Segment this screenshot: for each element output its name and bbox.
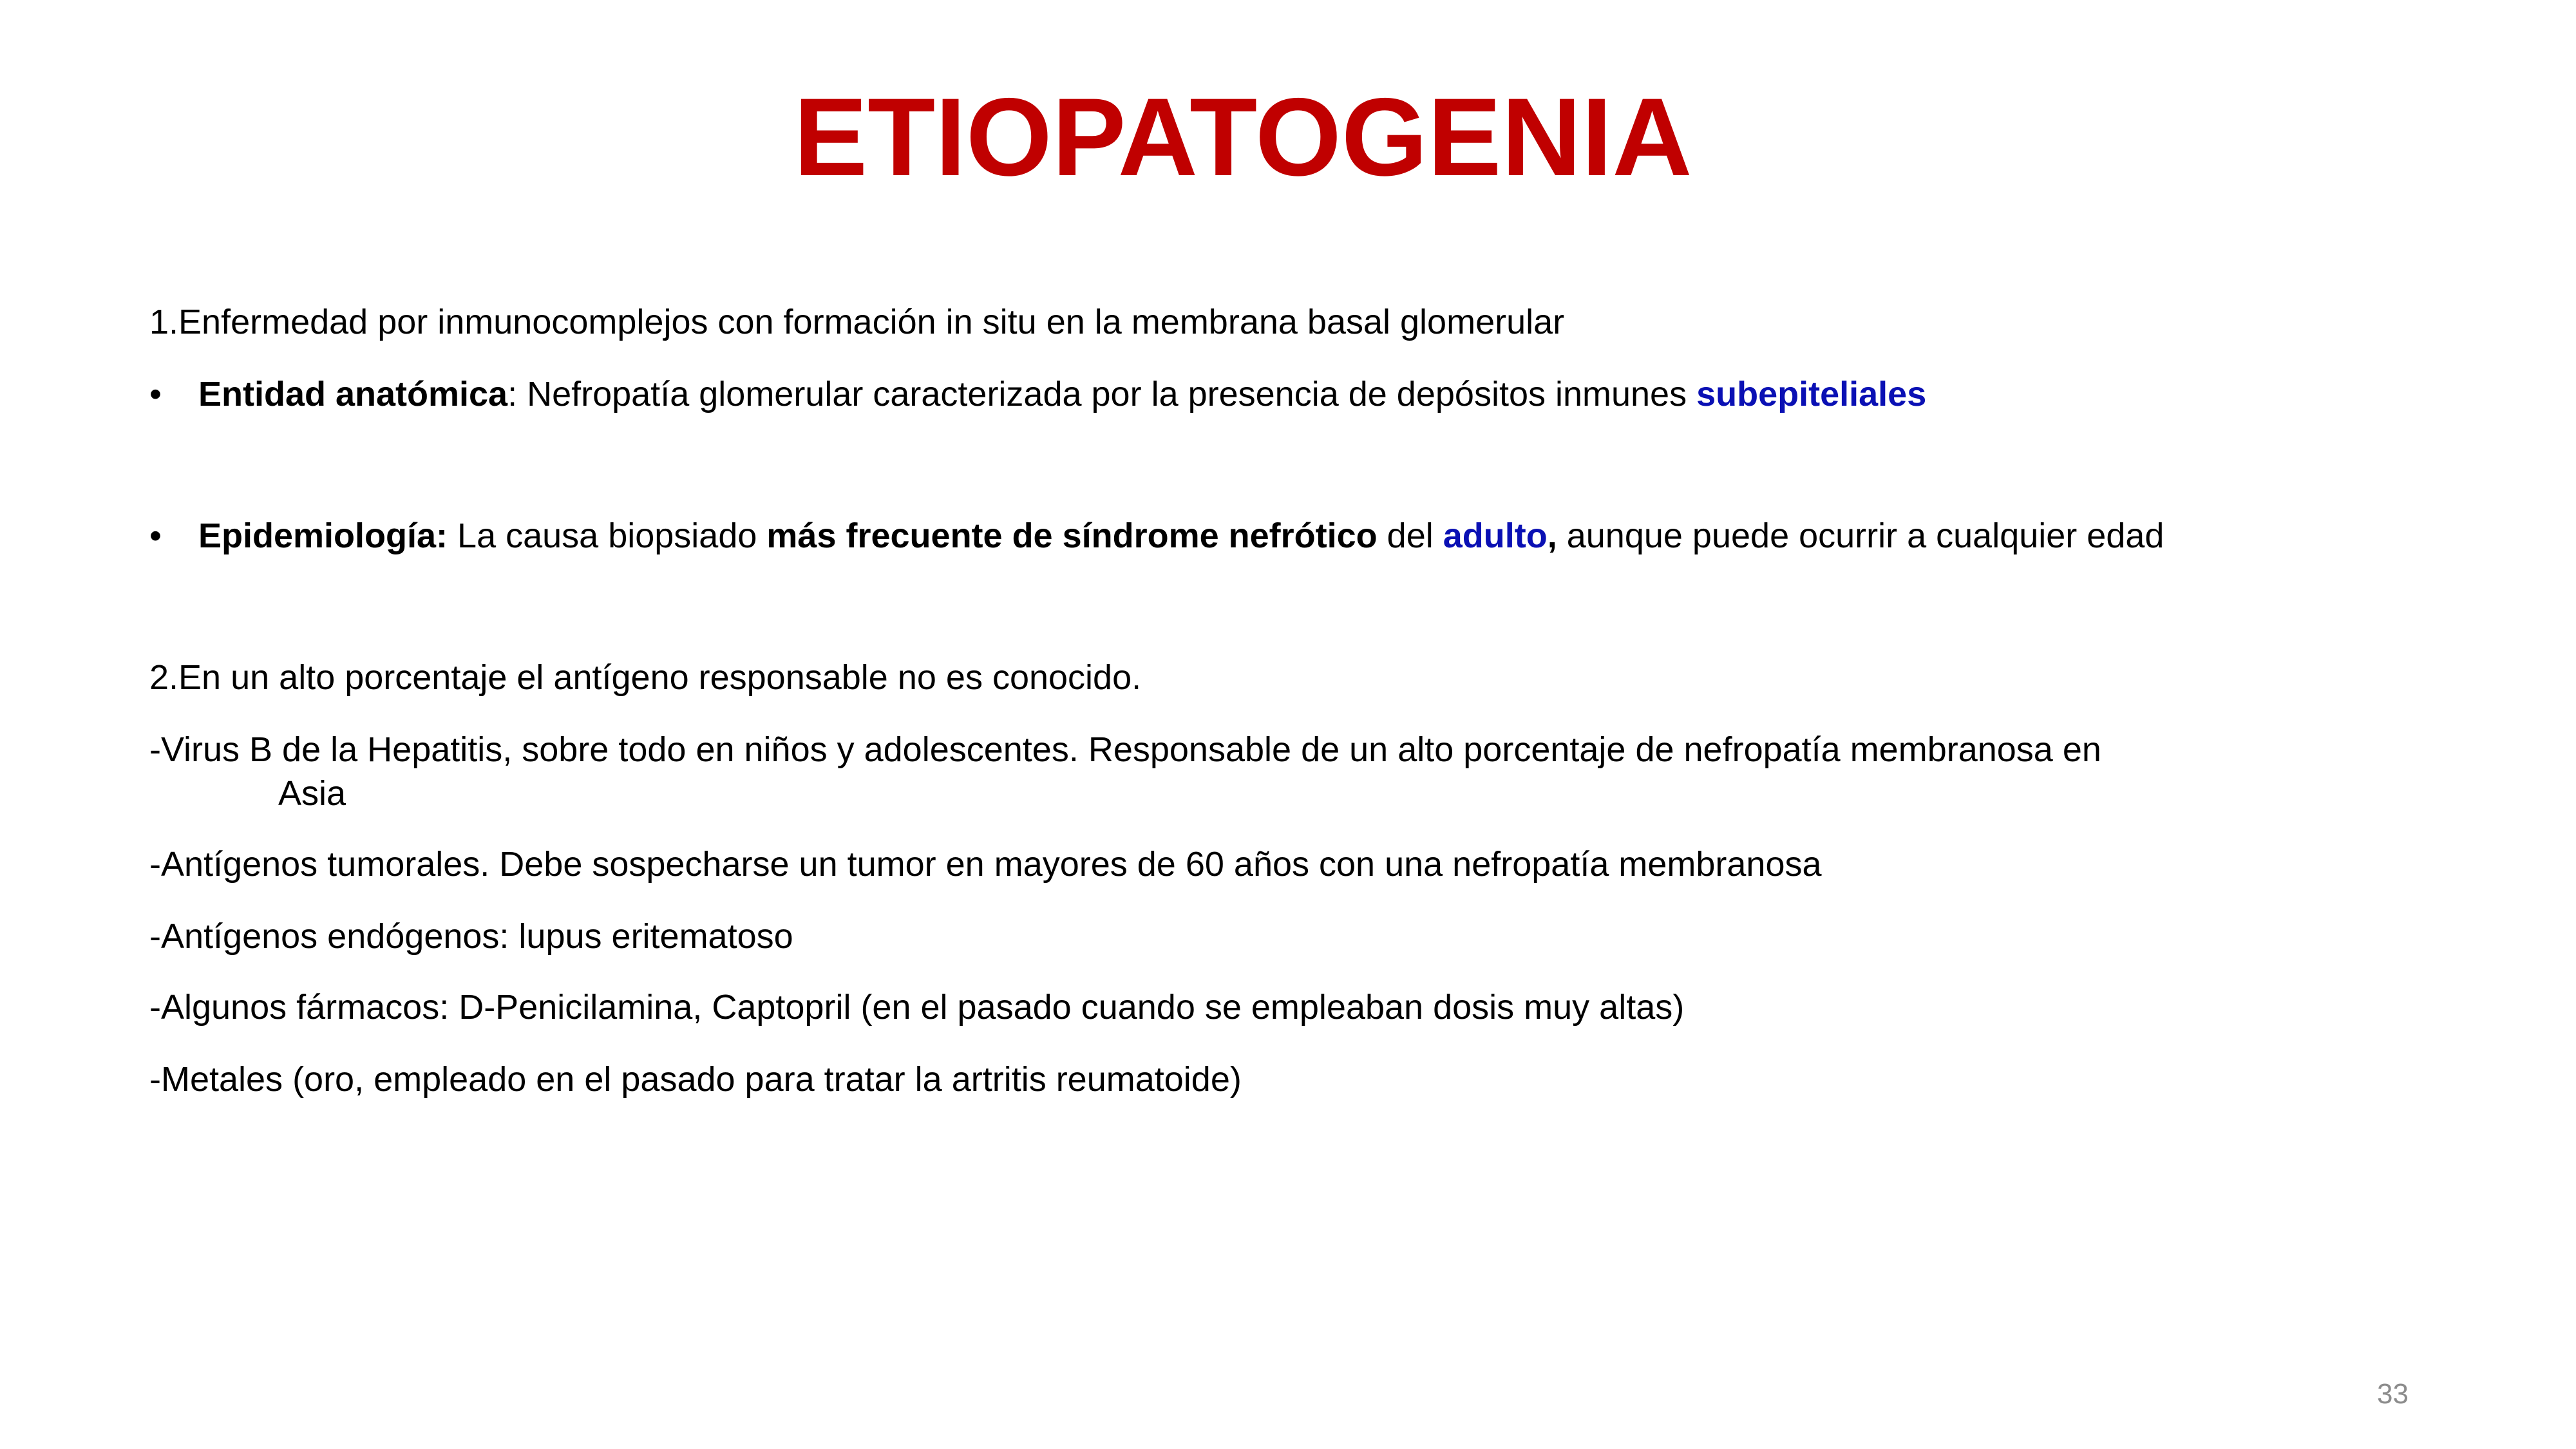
point-1-line [149,300,2391,344]
detail-text: -Algunos fármacos: D-Penicilamina, Captopril (en el pasado cuando se empleaban dosis muy altas) [149,988,1685,1027]
bullet-epidemiologia [149,514,2391,558]
detail-metales [149,1057,2391,1101]
detail-text-continued: Asia [278,774,346,813]
page-number: 33 [2377,1378,2409,1410]
bullet-comma: , [1547,516,1557,555]
bullet-icon: • [149,516,162,555]
bullet-text: del [1377,516,1443,555]
bullet-text: aunque puede ocurrir a cualquier edad [1557,516,2164,555]
detail-text: -Virus B de la Hepatitis, sobre todo en niños y adolescentes. Responsable de un alto porcentaje de nefropatía membranosa en [149,730,2101,769]
detail-text: -Antígenos tumorales. Debe sospecharse un tumor en mayores de 60 años con una nefropatía membranosa [149,845,1822,884]
point-2-line [149,656,2391,699]
bullet-label: Entidad anatómica [198,375,508,413]
bullet-icon: • [149,375,162,413]
bullet-text: : Nefropatía glomerular caracterizada por la presencia de depósitos inmunes [507,375,1697,413]
highlight-subepiteliales: subepiteliales [1696,375,1927,413]
bullet-text: La causa biopsiado [448,516,767,555]
highlight-adulto: adulto [1443,516,1548,555]
bullet-bold-text: más frecuente de síndrome nefrótico [766,516,1378,555]
detail-antigenos-endogenos [149,914,2391,958]
detail-hepatitis-b [149,728,2391,815]
bullet-label: Epidemiología: [198,516,448,555]
detail-text: -Metales (oro, empleado en el pasado para tratar la artritis reumatoide) [149,1060,1242,1099]
point-1-text: 1.Enfermedad por inmunocomplejos con formación in situ en la membrana basal glomerular [149,303,1565,341]
bullet-entidad-anatomica [149,372,2391,416]
detail-antigenos-tumorales [149,842,2391,886]
point-2-text: 2.En un alto porcentaje el antígeno responsable no es conocido. [149,658,1142,697]
slide-title: ETIOPATOGENIA [793,75,1692,199]
detail-text: -Antígenos endógenos: lupus eritematoso [149,917,793,956]
detail-farmacos [149,985,2391,1029]
